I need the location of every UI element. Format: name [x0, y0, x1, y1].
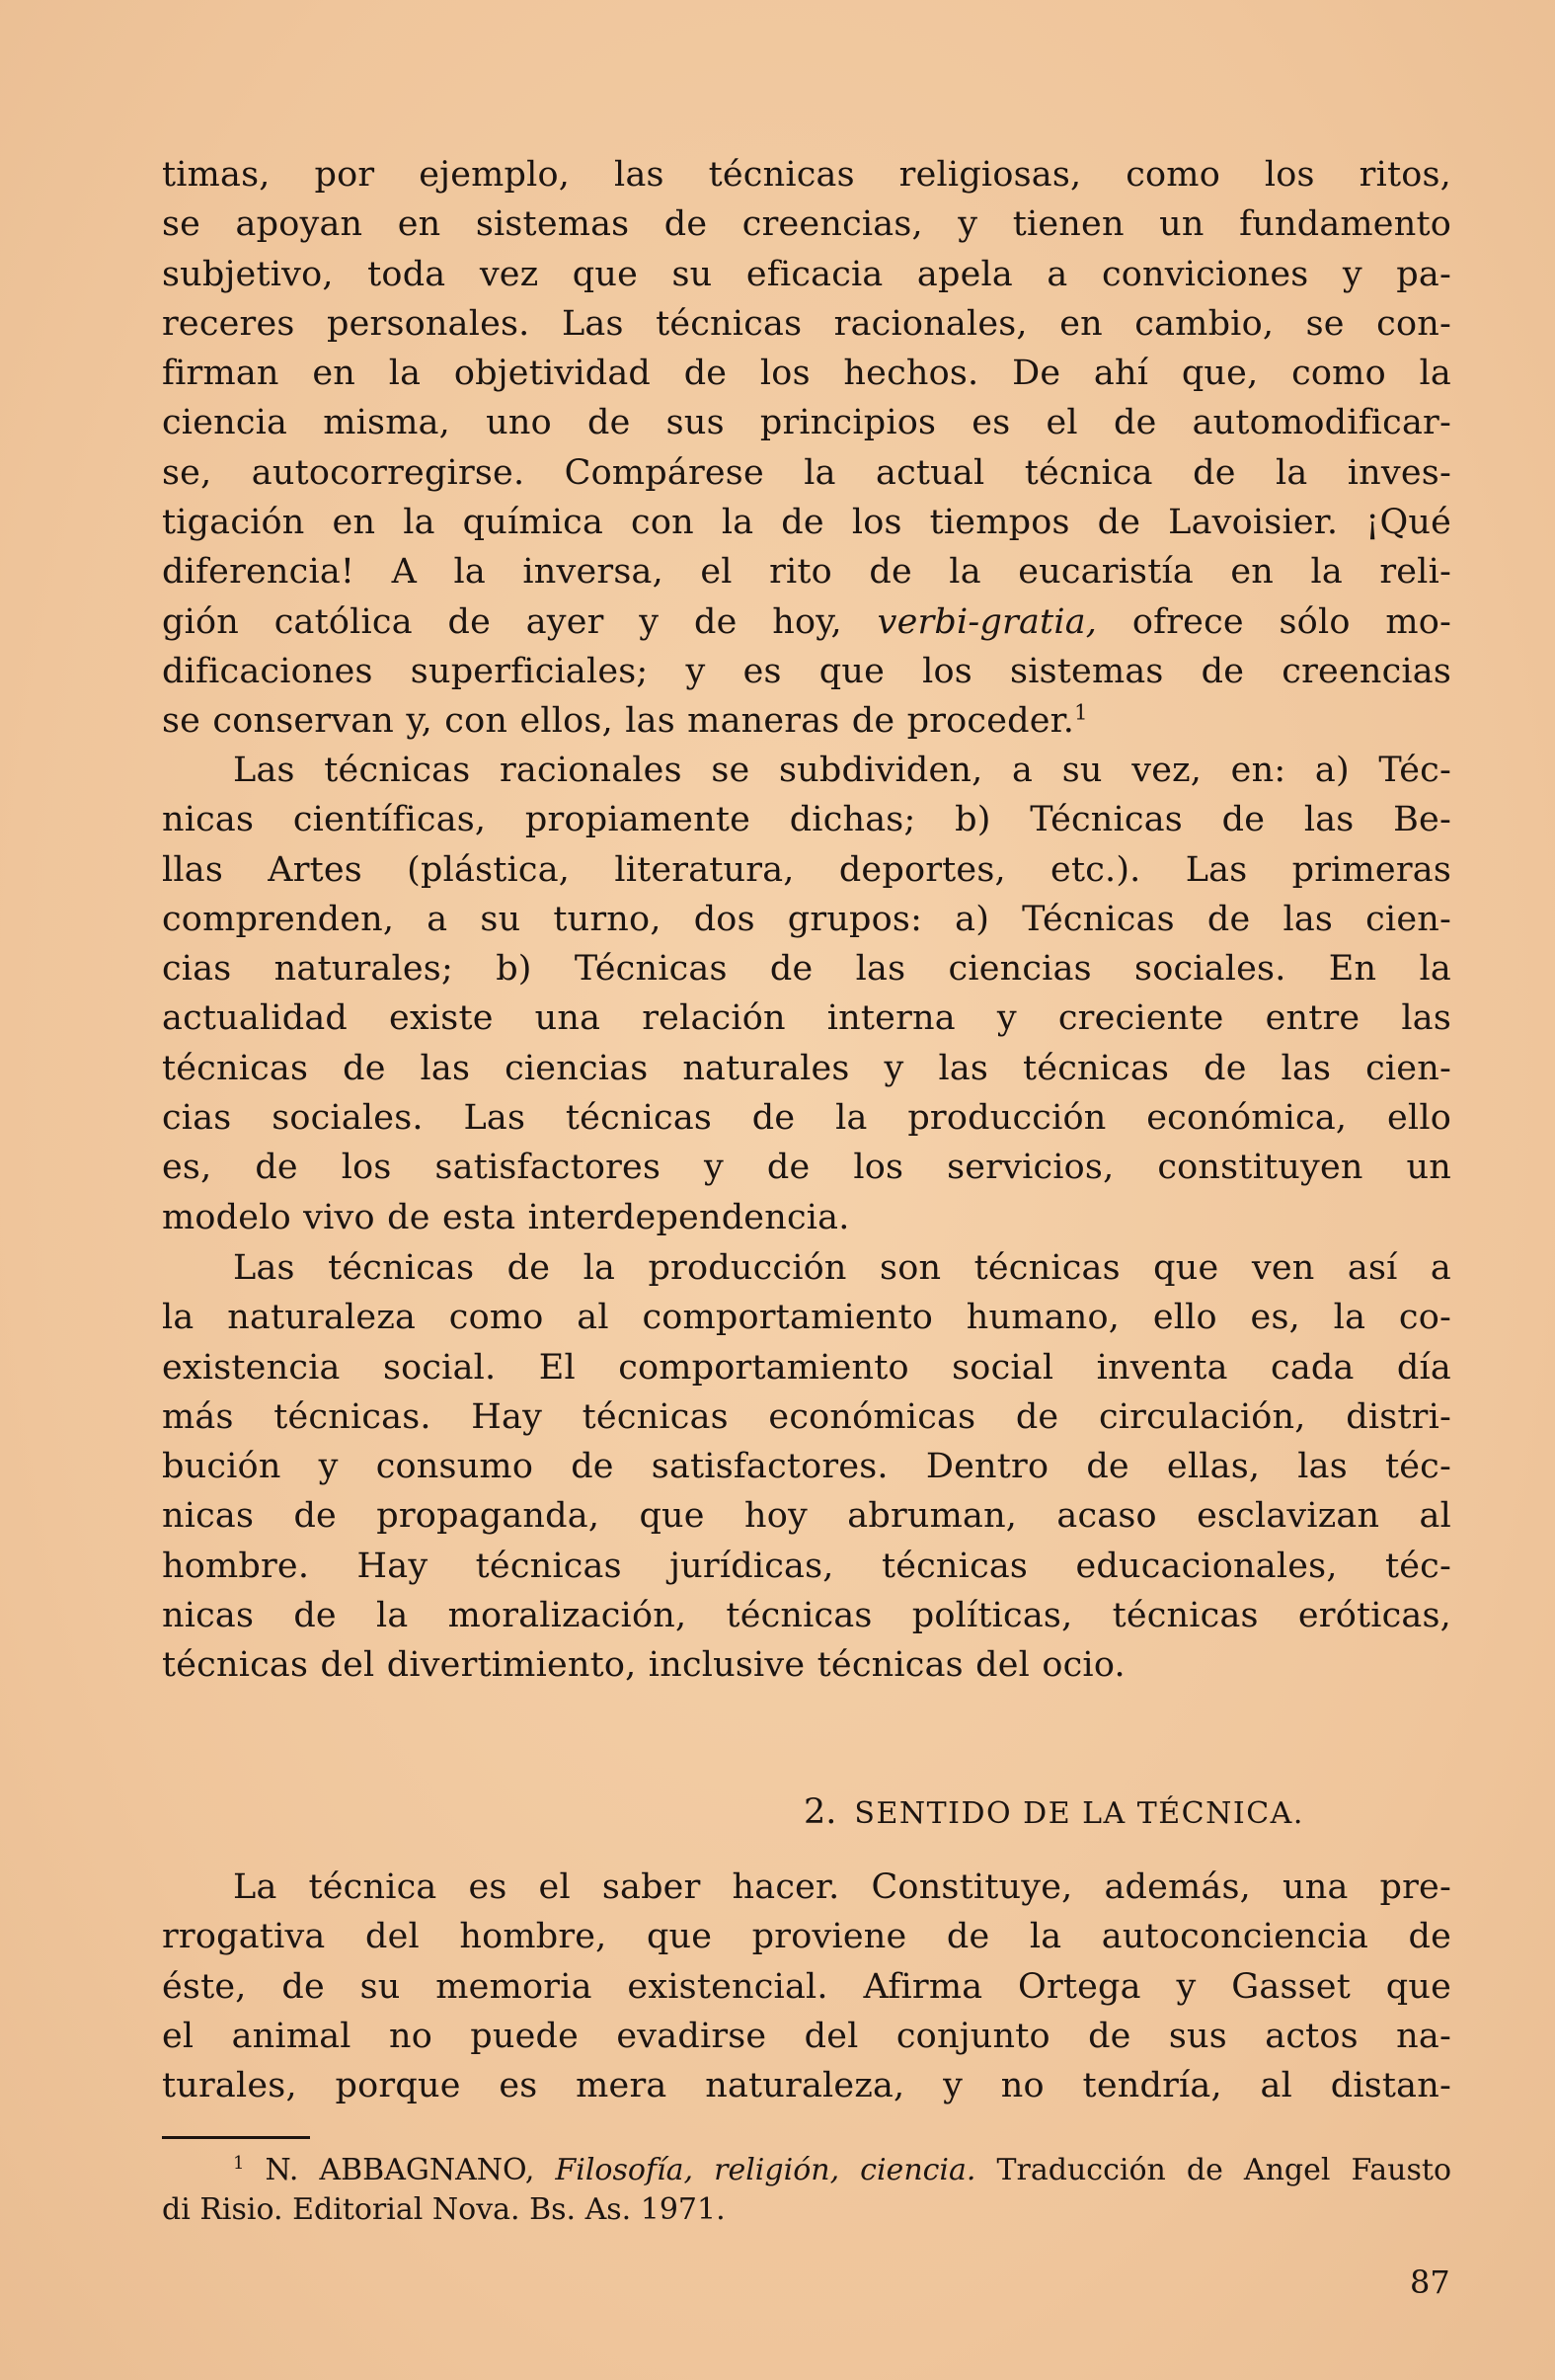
paragraph-1: [162, 150, 1451, 747]
text-line: el animal no puede evadirse del conjunto de sus actos na-: [162, 2016, 1451, 2056]
text-segment: se conservan y, con ellos, las maneras de proceder.: [162, 701, 1075, 742]
text-line: técnicas de las ciencias naturales y las técnicas de las cien-: [162, 1048, 1451, 1088]
text-line: técnicas del divertimiento, inclusive técnicas del ocio.: [162, 1645, 1126, 1686]
page-number: 87: [1410, 2263, 1450, 2301]
text-line: bución y consumo de satisfactores. Dentro de ellas, las téc-: [162, 1447, 1451, 1487]
text-line: turales, porque es mera naturaleza, y no tendría, al distan-: [162, 2066, 1451, 2106]
footnote-title: Filosofía, religión, ciencia.: [555, 2153, 976, 2187]
text-line: timas, por ejemplo, las técnicas religiosas, como los ritos,: [162, 155, 1451, 195]
text-line: Las técnicas de la producción son técnicas que ven así a: [233, 1248, 1451, 1288]
text-line: existencia social. El comportamiento social inventa cada día: [162, 1347, 1451, 1388]
section-heading: [804, 1792, 1304, 1832]
footnote-line: di Risio. Editorial Nova. Bs. As. 1971.: [162, 2192, 726, 2227]
text-line: cias sociales. Las técnicas de la producción económica, ello: [162, 1098, 1451, 1139]
footnote: [162, 2151, 1451, 2230]
text-line: firman en la objetividad de los hechos. De ahí que, como la: [162, 354, 1451, 394]
footnote-text: Traducción de Angel Fausto: [996, 2153, 1452, 2187]
text-segment: ofrece sólo mo-: [1131, 601, 1452, 642]
text-line: tigación en la química con la de los tiempos de Lavoisier. ¡Qué: [162, 503, 1451, 543]
text-line: [162, 696, 1451, 746]
text-line: nicas de propaganda, que hoy abruman, acaso esclavizan al: [162, 1496, 1451, 1537]
text-line: ciencia misma, uno de sus principios es el de automodificar-: [162, 403, 1451, 443]
text-line: modelo vivo de esta interdependencia.: [162, 1197, 850, 1237]
text-line: La técnica es el saber hacer. Constituye, además, una pre-: [233, 1867, 1451, 1907]
text-line: subjetivo, toda vez que su eficacia apela a conviciones y pa-: [162, 254, 1451, 294]
text-line: llas Artes (plástica, literatura, deportes, etc.). Las primeras: [162, 849, 1451, 890]
section-title: SENTIDO DE LA TÉCNICA.: [854, 1796, 1304, 1831]
footnote-line: [162, 2151, 1451, 2190]
paragraph-4: [162, 1863, 1451, 2110]
text-line: la naturaleza como al comportamiento humano, ello es, la co-: [162, 1298, 1451, 1338]
text-line-with-italic: [162, 597, 1451, 647]
text-line: éste, de su memoria existencial. Afirma Ortega y Gasset que: [162, 1966, 1451, 2007]
text-line: se, autocorregirse. Compárese la actual técnica de la inves-: [162, 452, 1451, 493]
text-line: cias naturales; b) Técnicas de las ciencias sociales. En la: [162, 949, 1451, 990]
section-number: 2.: [804, 1792, 837, 1832]
footnote-mark: 1: [233, 2153, 245, 2174]
footnote-author: N. ABBAGNANO,: [265, 2153, 535, 2187]
text-segment: gión católica de ayer y de hoy,: [162, 601, 842, 642]
footnote-reference: 1: [1074, 700, 1088, 725]
text-line: comprenden, a su turno, dos grupos: a) Técnicas de las cien-: [162, 899, 1451, 939]
text-line: rrogativa del hombre, que proviene de la autoconciencia de: [162, 1917, 1451, 1957]
text-line: dificaciones superficiales; y es que los sistemas de creencias: [162, 651, 1451, 691]
text-line: Las técnicas racionales se subdividen, a su vez, en: a) Téc-: [233, 751, 1451, 790]
italic-phrase: verbi-gratia,: [877, 601, 1098, 642]
paragraph-3: [162, 1243, 1451, 1691]
text-line: nicas de la moralización, técnicas políticas, técnicas eróticas,: [162, 1596, 1451, 1636]
footnote-divider: [162, 2136, 310, 2139]
text-line: receres personales. Las técnicas racionales, en cambio, se con-: [162, 303, 1451, 344]
text-line: más técnicas. Hay técnicas económicas de circulación, distri-: [162, 1396, 1451, 1437]
text-line: nicas científicas, propiamente dichas; b) Técnicas de las Be-: [162, 800, 1451, 840]
text-line: es, de los satisfactores y de los servicios, constituyen un: [162, 1148, 1451, 1188]
text-line: se apoyan en sistemas de creencias, y tienen un fundamento: [162, 204, 1451, 245]
text-line: hombre. Hay técnicas jurídicas, técnicas educacionales, téc-: [162, 1546, 1451, 1586]
paragraph-2: [162, 746, 1451, 1242]
text-line: diferencia! A la inversa, el rito de la eucaristía en la reli-: [162, 552, 1451, 593]
text-line: actualidad existe una relación interna y creciente entre las: [162, 998, 1451, 1039]
